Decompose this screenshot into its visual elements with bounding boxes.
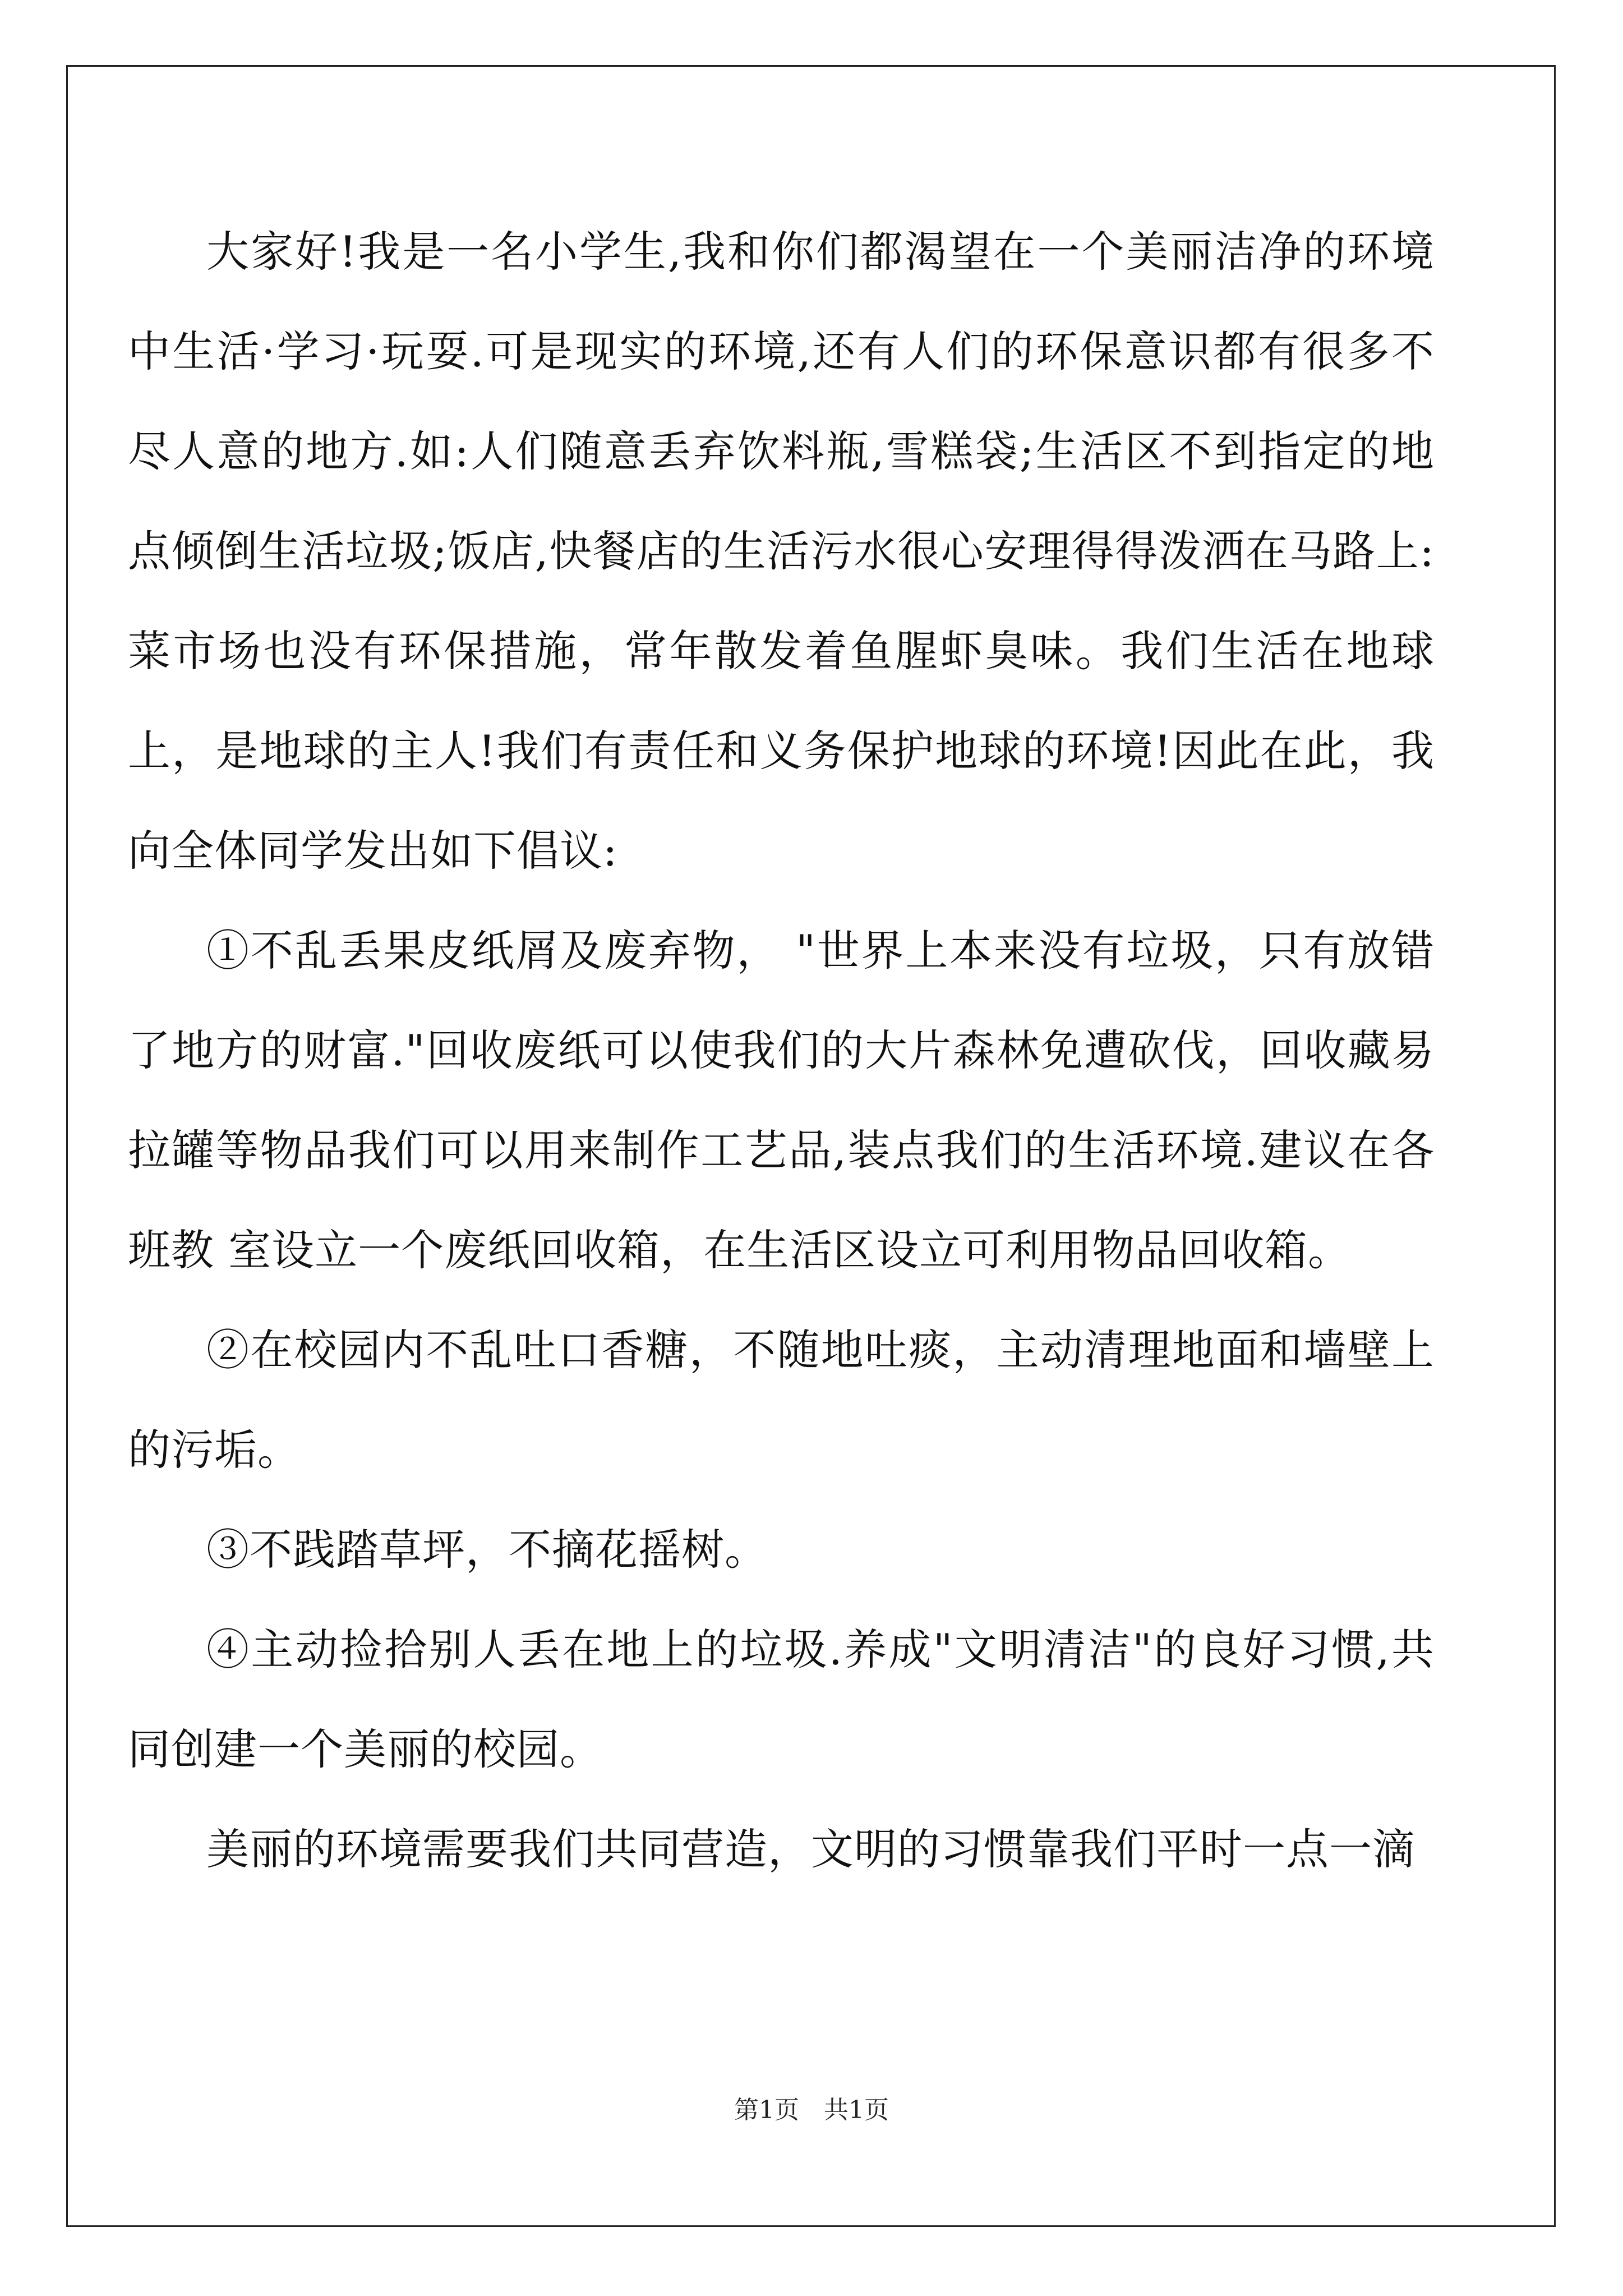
paragraph-proposal-3: ③不践踏草坪，不摘花摇树。	[206, 1525, 768, 1575]
document-body	[128, 202, 1435, 1899]
page-total: 共1页	[824, 2096, 889, 2124]
paragraph-closing: 美丽的环境需要我们共同营造，文明的习惯靠我们平时一点一滴	[206, 1824, 1415, 1874]
page-number: 第1页	[734, 2096, 799, 2124]
page-footer	[0, 2090, 1623, 2125]
paragraph-proposal-2: ②在校园内不乱吐口香糖，不随地吐痰，主动清理地面和墙壁上的污垢。	[128, 1325, 1435, 1475]
paragraph-proposal-1: ①不乱丢果皮纸屑及废弃物， "世界上本来没有垃圾，只有放错了地方的财富."回收废纸可以使我们的大片森林免遭砍伐，回收藏易拉罐等物品我们可以用来制作工艺品,装点我们的生活环境.建议在各班教 室设立一个废纸回收箱，在生活区设立可利用物品回收箱。	[128, 926, 1435, 1275]
paragraph-intro: 大家好!我是一名小学生,我和你们都渴望在一个美丽洁净的环境中生活·学习·玩耍.可是现实的环境,还有人们的环保意识都有很多不尽人意的地方.如:人们随意丢弃饮料瓶,雪糕袋;生活区不到指定的地点倾倒生活垃圾;饭店,快餐店的生活污水很心安理得得泼洒在马路上:菜市场也没有环保措施，常年散发着鱼腥虾臭味。我们生活在地球上，是地球的主人!我们有责任和义务保护地球的环境!因此在此，我向全体同学发出如下倡议:	[128, 227, 1435, 876]
paragraph-proposal-4: ④主动捡拾别人丢在地上的垃圾.养成"文明清洁"的良好习惯,共同创建一个美丽的校园。	[128, 1625, 1435, 1774]
